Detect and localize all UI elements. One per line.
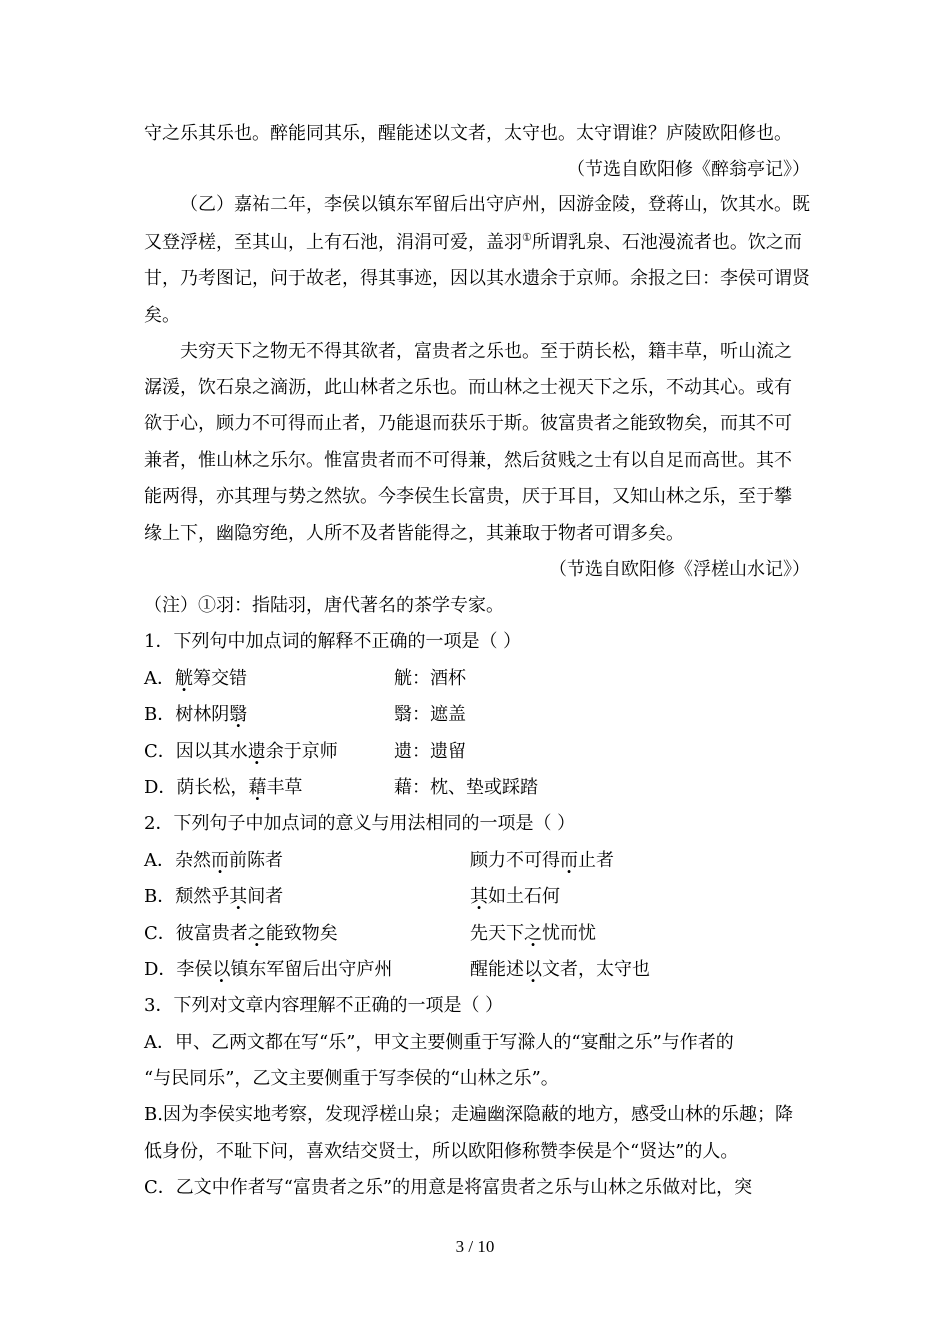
option-text: 镇东军留后出守庐州 [230,959,393,980]
page-number: 3 / 10 [455,1237,495,1256]
option-text: C．彼富贵者 [144,923,248,944]
option-b-continued: 低身份，不耻下问，喜欢结交贤士，所以欧阳修称赞李侯是个“贤达”的人。 [144,1141,739,1162]
passage-line: 兼者，惟山林之乐尔。惟富贵者而不可得兼，然后贫贱之士有以自足而高世。其不 [144,450,792,471]
option-text: D．李侯 [144,959,213,980]
passage-line: 矣。 [144,305,180,326]
question-stem: 1．下列句中加点词的解释不正确的一项是（ ） [144,631,522,652]
text-span: 又登浮槎，至其山，上有石池，涓涓可爱，盖羽 [144,232,522,253]
footnote-marker: ① [522,231,532,244]
passage-line: 能两得，亦其理与势之然欤。今李侯生长富贵，厌于耳目，又知山林之乐，至于攀 [144,486,792,507]
dotted-word: 其 [229,886,248,907]
option-text: C．因以其水 [144,741,248,762]
dotted-word: 以 [212,959,231,980]
option-text: A． [144,668,175,689]
passage-line [144,232,810,254]
option-text: 余于京师 [265,741,338,762]
dotted-word: 藉 [248,777,267,798]
option-text: 文者，太守也 [542,959,650,980]
option-text: 止者 [578,850,614,871]
dotted-word: 之 [524,923,542,944]
source-citation: （节选自欧阳修《浮槎山水记》） [549,559,810,580]
option-text: 如土石何 [488,886,560,907]
dotted-word: 觥 [175,668,193,689]
option-text: 能致物矣 [265,923,338,944]
option-text: 先天下 [470,923,524,944]
passage-line: 甘，乃考图记，问于故老，得其事迹，因以其水遗余于京师。余报之曰：李侯可谓贤 [144,268,810,289]
option-explanation: 觥：酒杯 [394,668,466,689]
option-compare [470,886,560,908]
option-text: 顾力不可得 [470,850,560,871]
passage-line: （乙）嘉祐二年，李侯以镇东军留后出守庐州，因游金陵，登蒋山，饮其水。既 [180,194,810,215]
option-compare [470,850,614,872]
footnote: （注）①羽：指陆羽，唐代著名的茶学专家。 [144,595,504,616]
dotted-word: 其 [470,886,488,907]
option-a-continued: “与民同乐”，乙文主要侧重于写李侯的“山林之乐”。 [144,1068,559,1089]
dotted-word: 而 [211,850,229,871]
option-c [144,741,810,763]
option-explanation: 翳：遮盖 [394,704,466,725]
dotted-word: 以 [524,959,542,980]
passage-line: 潺湲，饮石泉之滴沥，此山林者之乐也。而山林之士视天下之乐，不动其心。或有 [144,377,792,398]
option-text: B．树林阴 [144,704,230,725]
passage-line: 缘上下，幽隐穷绝，人所不及者皆能得之，其兼取于物者可谓多矣。 [144,523,684,544]
option-text: 筹交错 [193,668,247,689]
option-text: A．杂然 [144,850,211,871]
question-stem: 2．下列句子中加点词的意义与用法相同的一项是（ ） [144,813,576,834]
passage-line: 守之乐其乐也。醉能同其乐，醒能述以文者，太守也。太守谓谁？庐陵欧阳修也。 [144,123,792,144]
dotted-word: 遗 [247,741,266,762]
option-text: B．颓然乎 [144,886,230,907]
option-text: 醒能述 [470,959,524,980]
dotted-word: 之 [247,923,266,944]
source-citation: （节选自欧阳修《醉翁亭记》） [567,159,810,180]
dotted-word: 翳 [229,704,248,725]
option-compare [470,959,650,981]
option-compare [470,923,596,945]
option-a: A．甲、乙两文都在写“乐”，甲文主要侧重于写滁人的“宴酣之乐”与作者的 [144,1032,734,1053]
option-text: 忧而忧 [542,923,596,944]
option-text: 间者 [247,886,284,907]
passage-line: 夫穷天下之物无不得其欲者，富贵者之乐也。至于荫长松，籍丰草，听山流之 [180,341,792,362]
dotted-word: 而 [560,850,578,871]
option-text: 丰草 [266,777,303,798]
option-b: B.因为李侯实地考察，发现浮槎山泉；走遍幽深隐蔽的地方，感受山林的乐趣；降 [144,1104,793,1125]
option-explanation: 藉：枕、垫或踩踏 [394,777,538,798]
option-a [144,668,810,690]
passage-line: 欲于心，顾力不可得而止者，乃能退而获乐于斯。彼富贵者之能致物矣，而其不可 [144,413,792,434]
option-c: C．乙文中作者写“富贵者之乐”的用意是将富贵者之乐与山林之乐做对比，突 [144,1177,753,1198]
text-span: 所谓乳泉、石池漫流者也。饮之而 [531,232,802,253]
option-b [144,704,810,726]
option-text: D．荫长松， [144,777,249,798]
option-text: 前陈者 [229,850,283,871]
option-explanation: 遗：遗留 [394,741,466,762]
question-stem: 3．下列对文章内容理解不正确的一项是（ ） [144,995,504,1016]
